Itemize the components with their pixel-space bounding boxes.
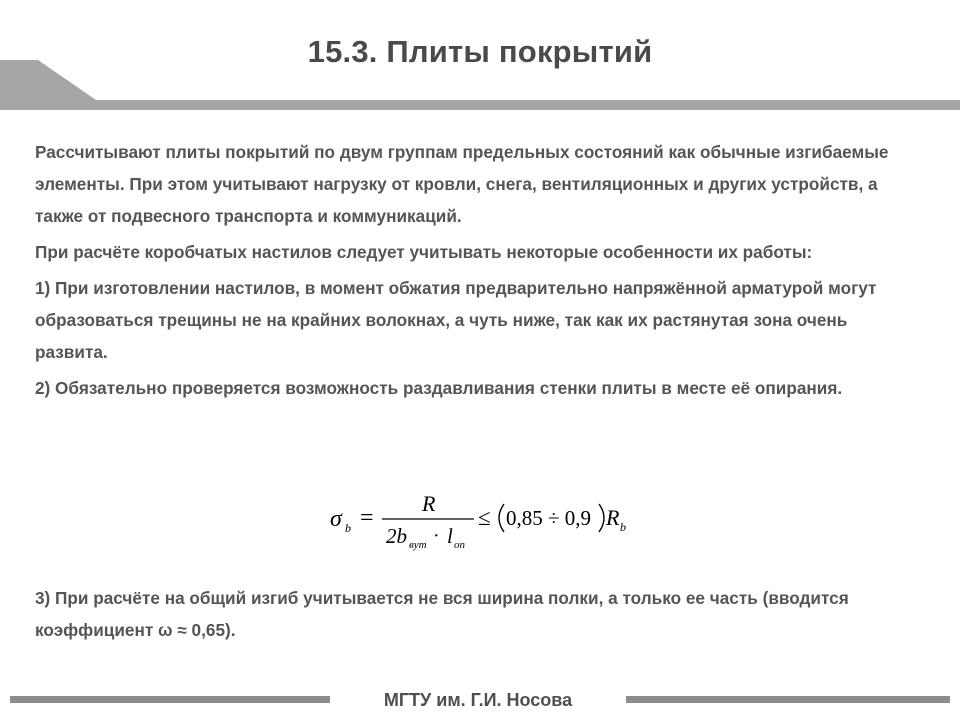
- footer-line-left: [10, 696, 330, 703]
- formula-equals: =: [360, 505, 374, 531]
- formula-rhs: R: [606, 505, 620, 530]
- slide-body: [35, 136, 915, 408]
- paragraph-item-1: 1) При изготовлении настилов, в момент обжатия предварительно напряжённой арматурой могут образоваться трещины не на крайних волокнах, а чуть ниже, так как их растянутая зона очень развита.: [35, 278, 877, 362]
- formula-numerator: R: [422, 491, 436, 516]
- footer-university: МГТУ им. Г.И. Носова: [383, 690, 573, 710]
- formula-denominator-coef-sub: вут: [409, 539, 427, 551]
- paragraph-box-decks: При расчёте коробчатых настилов следует учитывать некоторые особенности их работы:: [35, 242, 813, 262]
- formula-lhs: σ: [330, 506, 342, 532]
- slide-body-bottom: [35, 582, 915, 650]
- footer-line-right: [626, 696, 950, 703]
- formula-sigma-b: [326, 486, 646, 556]
- formula-denominator-var-sub: on: [454, 539, 465, 551]
- header-bar: [0, 100, 960, 110]
- formula-leq: ≤: [478, 505, 491, 530]
- formula-denominator-coef: 2b: [386, 524, 407, 548]
- paragraph-item-3: 3) При расчёте на общий изгиб учитывается не вся ширина полки, а только ее часть (вводится коэффициент ω ≈ 0,65).: [35, 588, 849, 640]
- slide-title: 15.3. Плиты покрытий: [307, 34, 653, 69]
- formula-denominator-var: l: [447, 524, 453, 548]
- paragraph-intro: Рассчитывают плиты покрытий по двум группам предельных состояний как обычные изгибаемые элементы. При этом учитывают нагрузку от кровли, снега, вентиляционных и других устройств, а также от подвесного транспорта и коммуникаций.: [35, 142, 889, 226]
- formula-range: 0,85 ÷ 0,9: [506, 506, 592, 530]
- formula-lhs-sub: b: [345, 521, 351, 535]
- formula-denominator-dot: ·: [433, 525, 440, 547]
- left-paren: [499, 504, 504, 532]
- formula-rhs-sub: b: [620, 520, 626, 534]
- paragraph-item-2: 2) Обязательно проверяется возможность раздавливания стенки плиты в месте её опирания.: [35, 378, 843, 398]
- right-paren: [599, 504, 604, 532]
